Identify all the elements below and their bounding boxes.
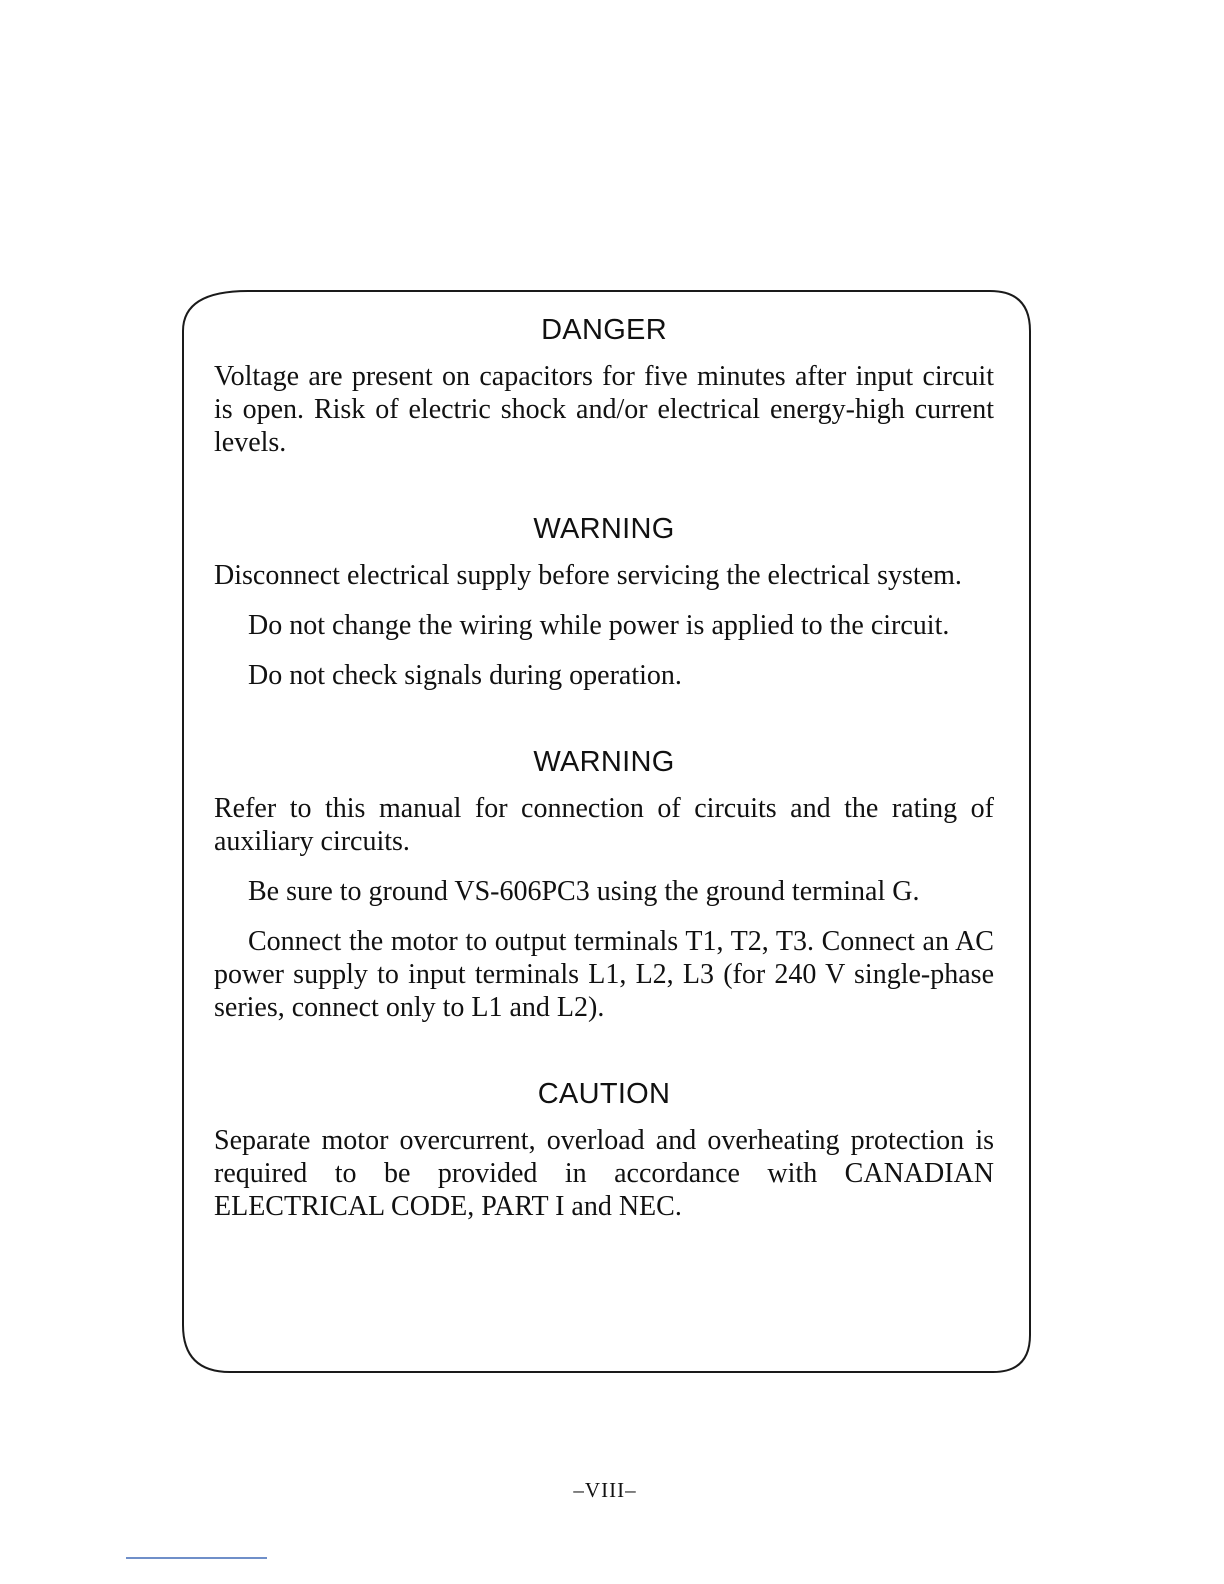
- section-paragraph: Refer to this manual for connection of circuits and the rating of auxiliary circuits.: [214, 793, 994, 857]
- section-heading: WARNING: [533, 746, 675, 778]
- section-paragraph: Do not check signals during operation.: [248, 660, 682, 691]
- safety-notices: [214, 312, 994, 1240]
- section-paragraph: Disconnect electrical supply before servicing the electrical system.: [214, 560, 962, 591]
- section-paragraph: Voltage are present on capacitors for five minutes after input circuit is open. Risk of electric shock and/or electrical energy-high current levels.: [214, 361, 994, 458]
- page-number: –VIII–: [573, 1478, 637, 1502]
- caution-section: [214, 1076, 994, 1223]
- warning-section-2: [214, 744, 994, 1024]
- footer-rule: [126, 1557, 267, 1559]
- section-paragraph: Separate motor overcurrent, overload and overheating protection is required to be provided in accordance with CANADIAN ELECTRICAL CODE, PART I and NEC.: [214, 1125, 994, 1222]
- section-heading: CAUTION: [537, 1078, 671, 1110]
- section-paragraph: Connect the motor to output terminals T1, T2, T3. Connect an AC power supply to input terminals L1, L2, L3 (for 240 V single-phase series, connect only to L1 and L2).: [214, 926, 994, 1023]
- section-paragraph: Be sure to ground VS-606PC3 using the ground terminal G.: [248, 876, 920, 907]
- warning-section-1: [214, 511, 994, 692]
- section-heading: WARNING: [533, 513, 675, 545]
- section-heading: DANGER: [541, 314, 667, 346]
- danger-section: [214, 312, 994, 459]
- section-paragraph: Do not change the wiring while power is applied to the circuit.: [248, 610, 950, 641]
